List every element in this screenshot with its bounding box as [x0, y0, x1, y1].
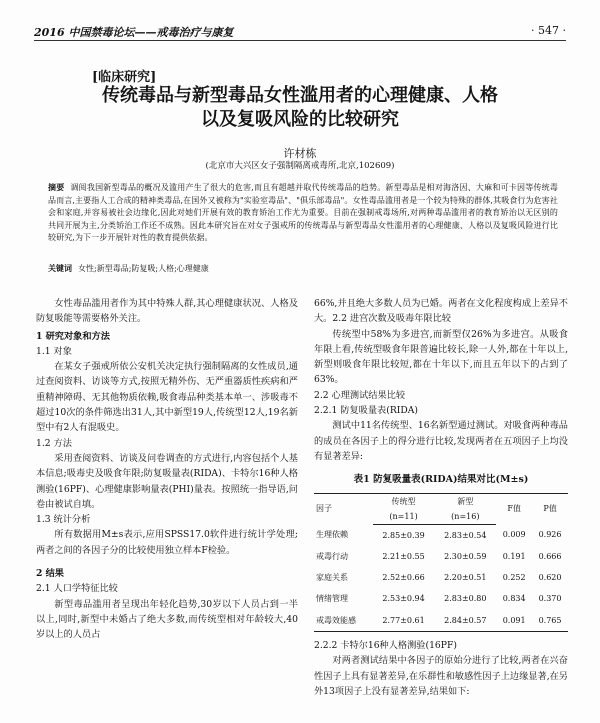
left-column — [36, 296, 298, 643]
section-heading: 1.3 统计分析 — [36, 514, 91, 526]
table1-header-traditional-n: (n=11) — [373, 509, 435, 525]
table-cell: 0.834 — [502, 594, 526, 604]
table1-header-new-n: (n=16) — [434, 509, 496, 525]
table-cell: 0.666 — [538, 551, 562, 561]
right-column-bottom — [314, 638, 568, 699]
table-cell: 2.30±0.59 — [444, 551, 487, 561]
keywords-text: 女性;新型毒品;防复吸;人格;心理健康 — [78, 264, 209, 273]
paragraph: 在某女子强戒所依公安机关决定执行强制隔离的女性成员,通过查阅资料、访谈等方式,按照无精外伤、无严重器质性疾病和严重精神障碍、无其他物质依赖,吸食毒品种类基本单一、涉吸毒不超过10次的条件筛选出31人,其中新型19人,传统型12人,19名新型中有2人有混吸史。 — [36, 361, 298, 434]
table-cell: 2.77±0.61 — [373, 610, 435, 632]
table1-body — [314, 524, 568, 631]
paragraph: 新型毒品滥用者呈现出年轻化趋势,30岁以下人员占到一半以上,同时,新型中未婚占了绝大多数,而传统型相对年龄较大,40岁以上的人员占 — [36, 598, 298, 641]
paragraph: 所有数据用M±s表示,应用SPSS17.0软件进行统计学处理;两者之间的各因子分的比较使用独立样本F检验。 — [36, 529, 298, 556]
table1-header-f: F值 — [496, 493, 532, 524]
paragraph: 女性毒品滥用者作为其中特殊人群,其心理健康状况、人格及防复吸能等需要格外关注。 — [36, 298, 298, 325]
affiliation: (北京市大兴区女子强制隔离戒毒所,北京,102609) — [205, 161, 395, 171]
section-heading: 1 研究对象和方法 — [36, 330, 110, 342]
table1-header-p: P值 — [532, 493, 568, 524]
page-number: · 547 · — [531, 24, 566, 37]
table-cell: 2.21±0.55 — [382, 551, 425, 561]
table-cell: 2.52±0.66 — [382, 573, 425, 583]
section-heading: 2.1 人口学特征比较 — [36, 583, 118, 595]
paragraph: 传统型中58%为多进宫,而新型仅26%为多进宫。从吸食年限上看,传统型吸食年限普遍比较长,除一人外,都在十年以上,新型则吸食年限比较短,都在十年以下,而且五年以下的占到了63%。 — [314, 328, 568, 386]
table-cell: 2.85±0.39 — [382, 530, 425, 540]
table-cell: 2.20±0.51 — [444, 573, 487, 583]
table-cell: 戒毒行动 — [316, 551, 348, 561]
column-tag: [临床研究] — [92, 70, 157, 85]
table-cell: 0.926 — [538, 530, 562, 540]
abstract-text: 调阅我国新型毒品的概况及滥用产生了很大的危害,而且有超越并取代传统毒品的趋势。新型毒品是相对海洛因、大麻和可卡因等传统毒品而言,主要指人工合成的精神类毒品,在国外又被称为"实验室毒品"、"俱乐部毒品"。女性毒品滥用者是一个较为特殊的群体,其吸食行为危害社会和家庭,并容易被社会边缘化,因此对她们开展有效的教育矫治工作尤为重要。目前在强制戒毒场所,对两种毒品滥用者的教育矫治以无区别的共同开展为主,分类矫治工作还不成熟。因此本研究旨在对女子强戒所的传统毒品与新型毒品女性滥用者的心理健康、人格以及复吸风险进行比较研究,为下一步开展针对性的教育提供依据。 — [48, 183, 558, 242]
paragraph: 采用查阅资料、访谈及问卷调查的方式进行,内容包括个人基本信息;吸毒史及吸食年限;防复吸量表(RIDA)、卡特尔16种人格测验(16PF)、心理健康影响量表(PHI)量表。按照统一指导语,问卷由被试自填。 — [36, 452, 298, 510]
section-heading: 2.2.2 卡特尔16种人格测验(16PF) — [314, 640, 457, 652]
table1-header-traditional: 传统型 — [373, 493, 435, 509]
author: 许材栋 — [283, 147, 317, 160]
right-column — [314, 296, 568, 699]
paragraph: 66%,并且绝大多数人员为已婚。两者在文化程度构成上差异不大。2.2 进宫次数及吸毒年限比较 — [314, 298, 568, 325]
table-cell: 0.191 — [502, 551, 526, 561]
table-cell: 0.620 — [538, 573, 562, 583]
table-row — [314, 567, 568, 588]
table1-caption: 表1 防复吸量表(RIDA)结果对比(M±s) — [353, 474, 529, 486]
abstract — [48, 181, 558, 245]
section-heading: 1.2 方法 — [36, 437, 72, 449]
table-cell: 0.765 — [532, 610, 568, 632]
table1-header-new: 新型 — [434, 493, 496, 509]
section-heading: 2.2 心理测试结果比较 — [314, 389, 406, 401]
table-row — [314, 588, 568, 609]
table-row — [314, 546, 568, 567]
section-heading: 2 结果 — [36, 568, 64, 580]
keywords — [48, 263, 558, 274]
keywords-label: 关键词 — [48, 263, 72, 273]
title-line-2: 以及复吸风险的比较研究 — [201, 109, 399, 130]
table-cell: 2.83±0.80 — [444, 594, 487, 604]
running-header — [34, 24, 566, 41]
spacer — [36, 558, 298, 564]
table-cell: 0.370 — [538, 594, 562, 604]
paragraph: 测试中11名传统型、16名新型通过测试。对吸食两种毒品的成员在各因子上的得分进行比较,发现两者在五项因子上均没有显著差异: — [314, 420, 568, 462]
table-cell: 2.84±0.57 — [434, 610, 496, 632]
table-row — [314, 610, 568, 632]
table-cell: 0.091 — [496, 610, 532, 632]
paper-title — [60, 84, 540, 132]
table-row — [314, 524, 568, 546]
table-cell: 戒毒效能感 — [314, 610, 373, 632]
table1-header-factor: 因子 — [314, 493, 373, 524]
abstract-label: 摘要 — [48, 182, 65, 192]
table-cell: 2.53±0.94 — [382, 594, 425, 604]
table-cell: 0.252 — [502, 573, 526, 583]
table-cell: 0.009 — [502, 530, 526, 540]
table-cell: 家庭关系 — [316, 573, 348, 583]
table-cell: 生理依赖 — [316, 530, 348, 540]
table-cell: 2.83±0.54 — [444, 530, 487, 540]
section-heading: 1.1 对象 — [36, 345, 72, 357]
table1 — [314, 493, 568, 632]
table-cell: 情绪管理 — [316, 594, 348, 604]
right-column-top — [314, 296, 568, 464]
section-heading: 2.2.1 防复吸量表(RIDA) — [314, 405, 418, 417]
journal-name: 2016 中国禁毒论坛——戒毒治疗与康复 — [34, 26, 234, 39]
title-line-1: 传统毒品与新型毒品女性滥用者的心理健康、人格 — [102, 85, 498, 106]
paragraph: 对两者测试结果中各因子的原始分进行了比较,两者在兴奋性因子上具有显著差异,在乐群性和敏感性因子上边缘显著,在另外13项因子上没有显著差异,结果如下: — [314, 655, 568, 697]
